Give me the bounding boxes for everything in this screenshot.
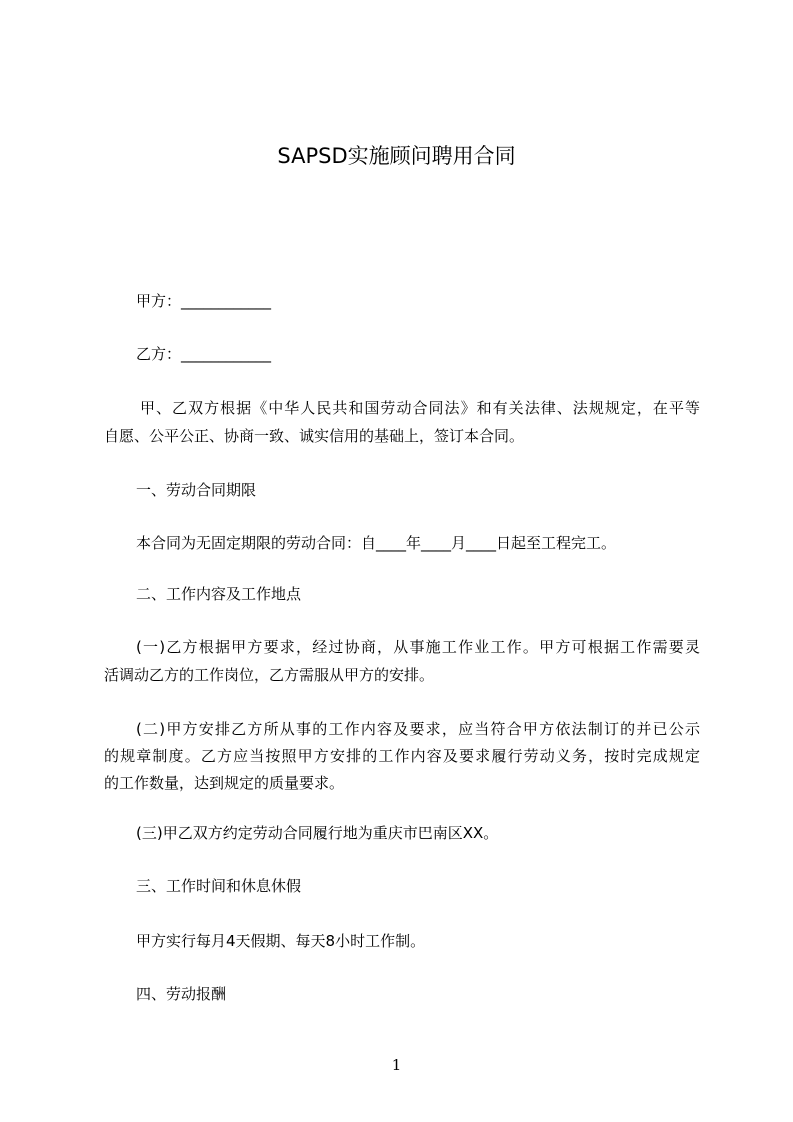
section-2-item-3: (三)甲乙双方约定劳动合同履行地为重庆市巴南区XX。 xyxy=(136,824,499,842)
section-2-item-2-line-3: 的工作数量，达到规定的质量要求。 xyxy=(104,774,345,792)
document-title: SAPSD实施顾问聘用合同 xyxy=(277,144,516,168)
page-number: 1 xyxy=(391,1056,402,1074)
section-4-heading: 四、劳动报酬 xyxy=(136,985,227,1003)
section-1-heading: 一、劳动合同期限 xyxy=(136,481,257,499)
section-2-heading: 二、工作内容及工作地点 xyxy=(136,585,302,603)
party-b-line: 乙方：____________ xyxy=(136,345,272,363)
section-3-body: 甲方实行每月4天假期、每天8小时工作制。 xyxy=(136,932,426,950)
section-2-item-1-line-2: 活调动乙方的工作岗位，乙方需服从甲方的安排。 xyxy=(104,666,435,684)
section-2-item-2-line-2: 的规章制度。乙方应当按照甲方安排的工作内容及要求履行劳动义务，按时完成规定 xyxy=(104,747,700,765)
section-2-item-2-line-1: (二)甲方安排乙方所从事的工作内容及要求，应当符合甲方依法制订的并已公示 xyxy=(136,720,700,738)
party-a-line: 甲方：____________ xyxy=(136,292,272,310)
section-1-body: 本合同为无固定期限的劳动合同：自____年____月____日起至工程完工。 xyxy=(136,534,617,552)
intro-line-2: 自愿、公平公正、协商一致、诚实信用的基础上，签订本合同。 xyxy=(104,427,525,445)
section-2-item-1-line-1: (一)乙方根据甲方要求，经过协商，从事施工作业工作。甲方可根据工作需要灵 xyxy=(136,638,700,656)
section-3-heading: 三、工作时间和休息休假 xyxy=(136,877,302,895)
intro-line-1: 甲、乙双方根据《中华人民共和国劳动合同法》和有关法律、法规规定，在平等 xyxy=(140,399,700,417)
